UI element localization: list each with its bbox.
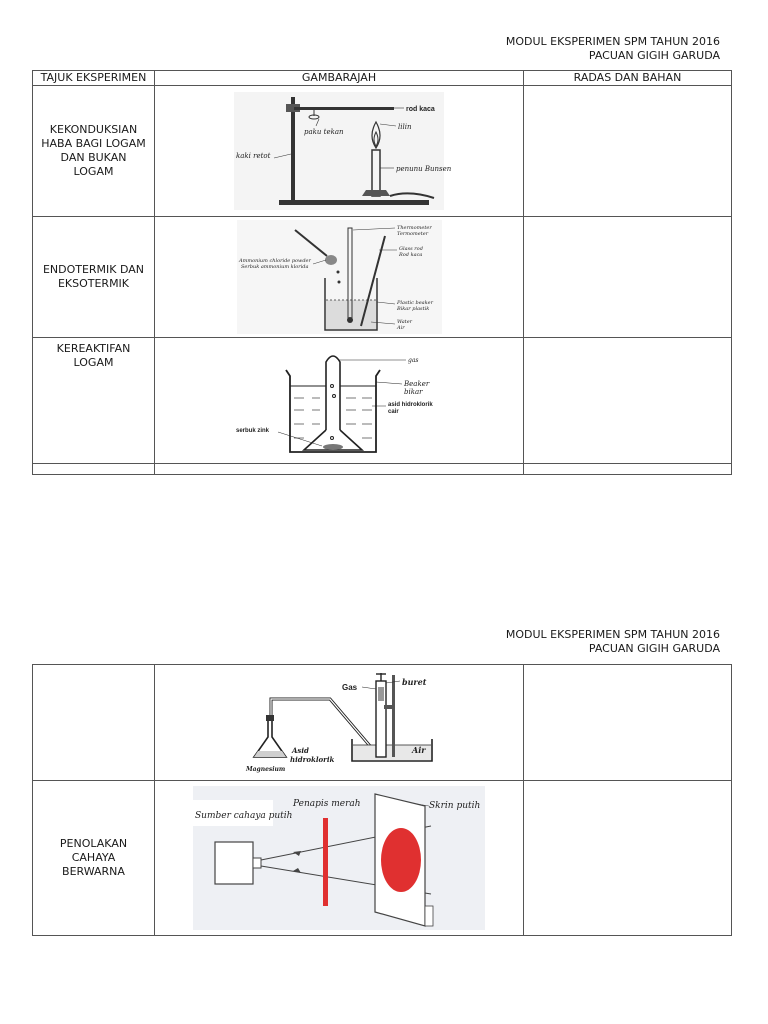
table-row [33,665,732,781]
experiment-title-cell [33,665,155,781]
label-acid-ms: cair [388,408,399,415]
diagram-cell [155,781,524,936]
experiment-title: KEREAKTIFAN LOGAM [56,342,131,369]
label-acid: asid hidroklorik [388,401,433,408]
col-header-title: TAJUK EKSPERIMEN [33,71,155,86]
colored-light-diagram [193,786,485,930]
label-beaker: Plastic beaker [396,300,433,306]
col-header-diagram: GAMBARAJAH [155,71,524,86]
empty-cell [33,464,155,475]
apparatus-cell [524,665,732,781]
table-row [33,781,732,936]
experiment-title-cell [33,781,155,936]
label-buret: buret [402,677,427,687]
header-title: MODUL EKSPERIMEN SPM TAHUN 2016 [505,35,720,48]
apparatus-cell [524,781,732,936]
label-gas: Gas [342,683,358,692]
apparatus-cell [524,86,732,217]
col-header-apparatus: RADAS DAN BAHAN [524,71,732,86]
apparatus-cell [524,338,732,464]
experiment-title: KEKONDUKSIAN HABA BAGI LOGAM DAN BUKAN LOGAM [41,123,146,178]
label-zinc: serbuk zink [236,427,270,434]
label-paku: paku tekan [304,128,344,136]
label-penapis: Penapis merah [293,799,361,809]
label-kaki: kaki retot [236,152,271,160]
experiment-title-cell [33,217,155,338]
label-asid-ms: hidroklorik [290,755,335,764]
page2-header [506,628,720,656]
label-penunu: penunu Bunsen [396,165,452,173]
table-row [33,86,732,217]
label-rod: rod kaca [406,106,435,113]
table-row [33,217,732,338]
label-glass: Glass rod [398,246,423,252]
experiment-title-cell [33,338,155,464]
label-water-ms: Air [396,325,405,331]
experiment-title: ENDOTERMIK DAN EKSOTERMIK [42,263,145,290]
label-beaker: Beaker [404,379,430,388]
endothermic-diagram [237,220,442,334]
label-powder-ms: Serbuk ammonium klorida [240,264,308,270]
table-row [33,338,732,464]
label-beaker-ms: bikar [404,387,423,396]
label-air: Air [412,745,426,755]
label-thermo-ms: Termometer [396,231,428,237]
label-skrin: Skrin putih [429,801,481,811]
diagram-cell [155,338,524,464]
label-gas: gas [408,356,419,364]
diagram-cell [155,665,524,781]
label-sumber: Sumber cahaya putih [195,811,293,821]
diagram-cell [155,217,524,338]
header-subtitle: PACUAN GIGIH GARUDA [588,642,720,655]
label-asid: Asid [292,746,309,755]
label-water: Water [396,319,412,325]
label-glass-ms: Rod kaca [398,252,422,258]
heat-conduction-diagram [234,92,452,210]
experiment-table-1 [32,70,732,475]
page1-header [506,35,720,63]
header-subtitle: PACUAN GIGIH GARUDA [588,49,720,62]
label-beaker-ms: Bikar plastik [396,306,429,312]
experiment-table-2 [32,664,732,936]
table-header-row [33,71,732,86]
label-powder: Ammonium chloride powder [238,258,311,264]
gas-collection-diagram [240,665,438,777]
experiment-title: PENOLAKAN CAHAYA BERWARNA [59,837,128,878]
empty-cell [155,464,524,475]
empty-cell [524,464,732,475]
label-magnesium: Magnesium [246,766,286,773]
experiment-title-cell [33,86,155,217]
label-lilin: lilin [398,123,412,131]
apparatus-cell [524,217,732,338]
table-row-empty [33,464,732,475]
metal-reactivity-diagram [234,346,444,456]
label-thermo: Thermometer [396,225,432,231]
diagram-cell [155,86,524,217]
header-title: MODUL EKSPERIMEN SPM TAHUN 2016 [505,628,720,641]
